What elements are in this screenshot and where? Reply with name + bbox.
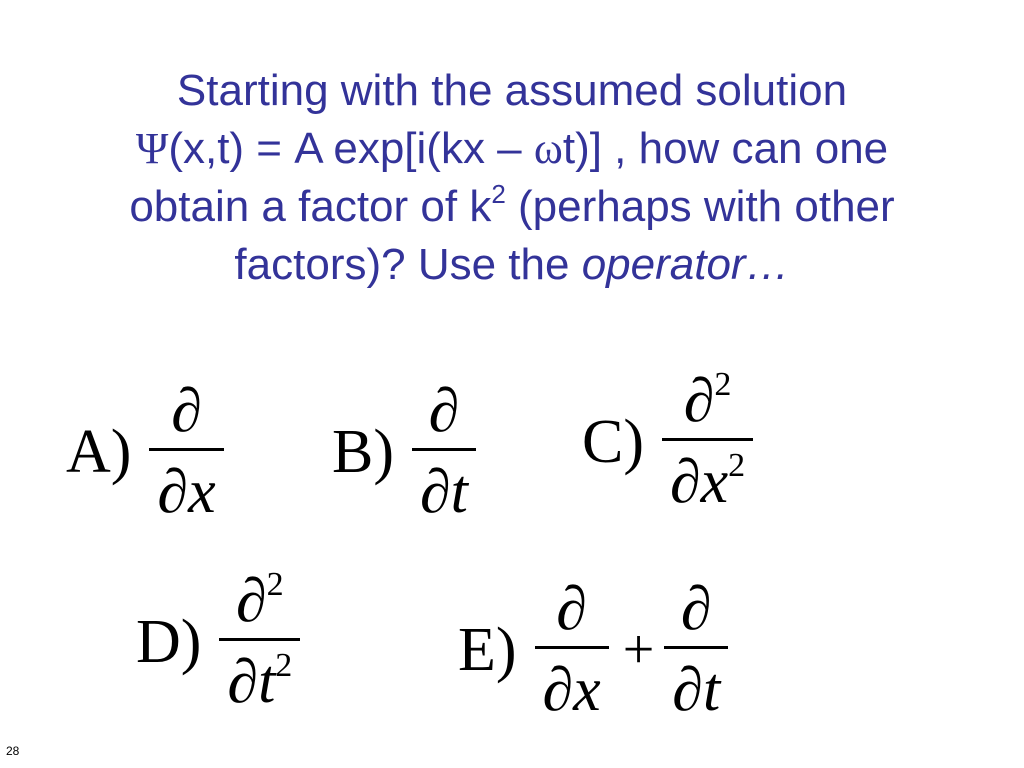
page-number: 28 (6, 744, 20, 758)
plus-sign: + (622, 618, 655, 681)
option-c-label: C) (582, 407, 644, 476)
denominator: $\partial x^2$ (670, 447, 746, 516)
option-e-fraction-x (535, 575, 609, 724)
question-line-1: Starting with the assumed solution (176, 66, 848, 115)
option-d-label: D) (136, 607, 202, 676)
denominator: $\partial t^2$ (227, 647, 293, 716)
numerator: ∂ (556, 575, 587, 643)
numerator: ∂ (428, 377, 460, 445)
option-d[interactable] (136, 566, 300, 716)
option-c[interactable] (582, 366, 753, 516)
k-exponent: 2 (491, 179, 506, 209)
denominator: ∂t (672, 656, 721, 724)
denominator: ∂x (542, 656, 601, 724)
option-b-label: B) (332, 417, 394, 486)
question-line-2: Ψ(x,t) = A exp[i(kx – ωt)] , how can one (135, 124, 889, 173)
numerator: ∂$^2$ (683, 366, 732, 435)
numerator: ∂ (680, 575, 712, 643)
option-e-fraction-t (664, 575, 728, 724)
option-b-fraction (412, 377, 476, 526)
question-text (40, 62, 984, 294)
option-c-fraction (662, 366, 753, 516)
option-e-label: E) (458, 615, 517, 684)
denominator: ∂x (157, 458, 216, 526)
psi-symbol: Ψ (135, 124, 169, 173)
option-d-fraction (219, 566, 300, 716)
option-e[interactable] (458, 575, 728, 724)
option-a-label: A) (66, 417, 132, 486)
option-a-fraction (149, 377, 223, 526)
question-line-3: obtain a factor of $k^2$ (perhaps with other (129, 179, 895, 231)
numerator: ∂ (171, 377, 202, 445)
question-line-4: factors)? Use the operator… (234, 240, 790, 289)
omega-symbol: ω (533, 124, 563, 173)
denominator: ∂t (420, 458, 468, 526)
numerator: ∂$^2$ (236, 566, 284, 635)
operator-word: operator… (581, 240, 790, 289)
option-b[interactable] (332, 377, 476, 526)
option-a[interactable] (66, 377, 224, 526)
